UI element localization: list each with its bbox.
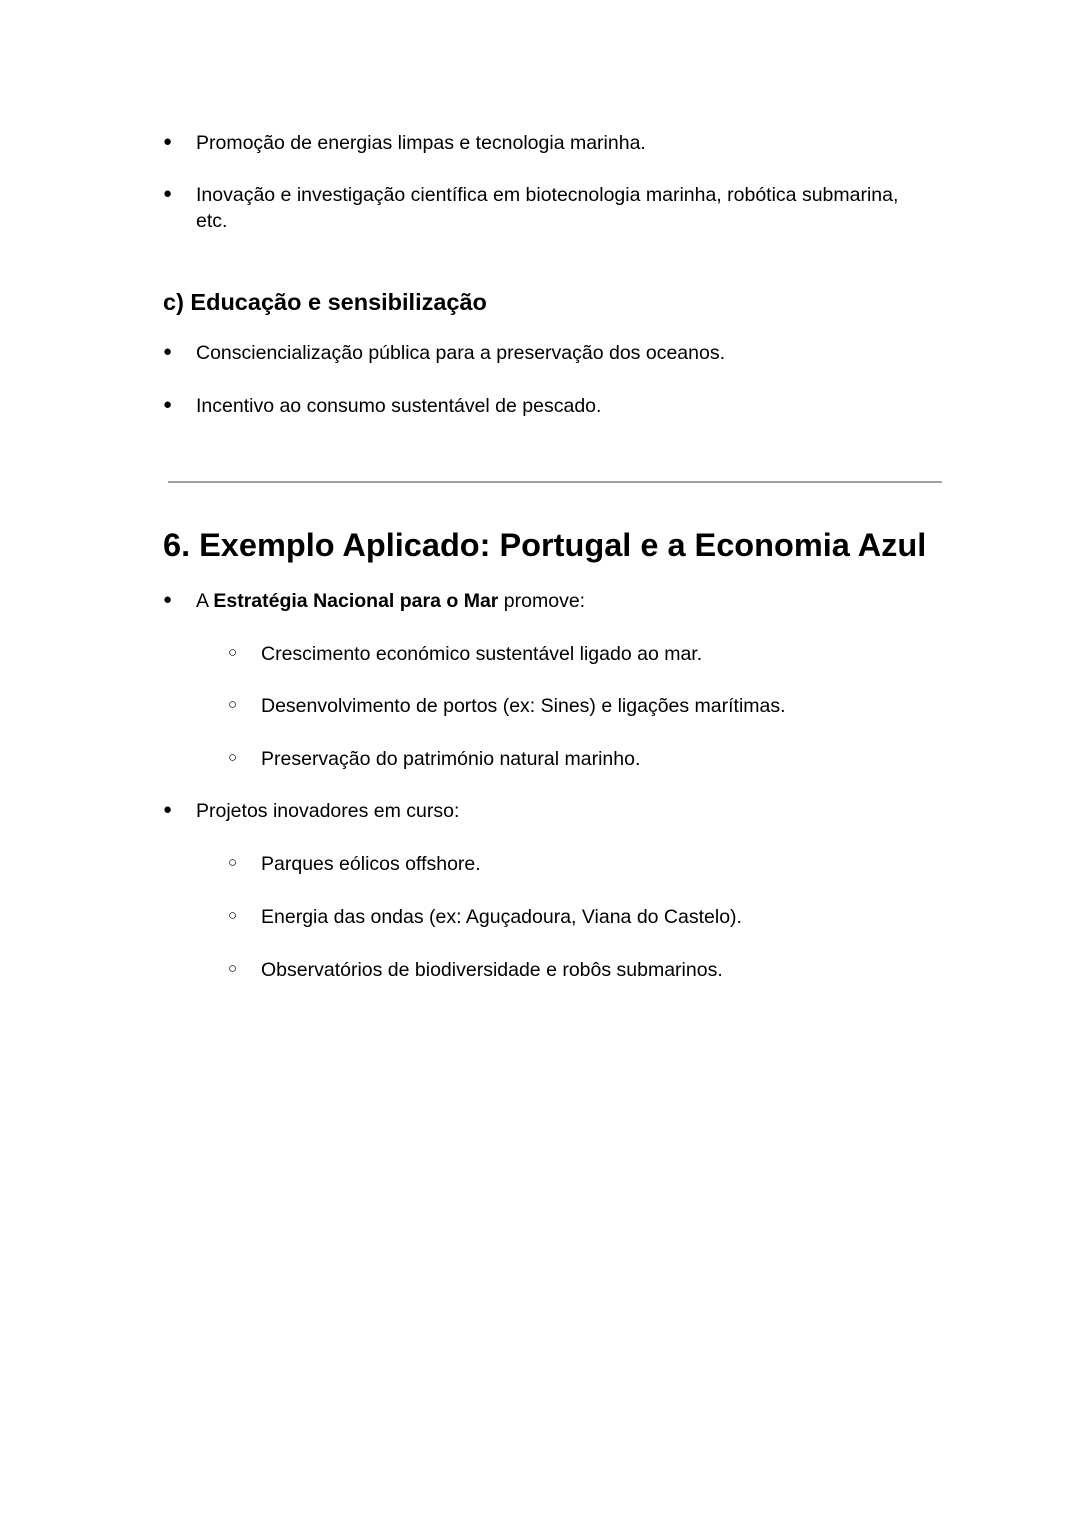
text: promove: (498, 590, 586, 612)
list-item: Projetos inovadores em curso: (196, 800, 460, 822)
bullet-icon: ● (163, 185, 173, 202)
text: A (196, 590, 214, 612)
bullet-icon: ● (163, 343, 173, 360)
sub-list-item: Preservação do património natural marinho. (261, 748, 641, 770)
sub-bullet-icon: ○ (228, 644, 238, 661)
bold-text: Estratégia Nacional para o Mar (213, 590, 499, 612)
page-heading: 6. Exemplo Aplicado: Portugal e a Economia Azul (163, 527, 927, 563)
bullet-icon: ● (163, 591, 173, 608)
sub-bullet-icon: ○ (228, 854, 238, 871)
section-heading: c) Educação e sensibilização (163, 289, 487, 315)
sub-list-item: Observatórios de biodiversidade e robôs submarinos. (261, 959, 723, 981)
sub-list-item: Desenvolvimento de portos (ex: Sines) e ligações marítimas. (261, 695, 786, 717)
list-item: Inovação e investigação científica em biotecnologia marinha, robótica submarina, (196, 184, 899, 206)
sub-bullet-icon: ○ (228, 696, 238, 713)
sub-list-item: Energia das ondas (ex: Aguçadoura, Viana do Castelo). (261, 906, 742, 928)
list-item: Promoção de energias limpas e tecnologia marinha. (196, 132, 646, 154)
sub-bullet-icon: ○ (228, 907, 238, 924)
horizontal-divider (168, 481, 942, 483)
list-item: Consciencialização pública para a preservação dos oceanos. (196, 342, 725, 364)
list-item (196, 588, 585, 614)
list-item: Incentivo ao consumo sustentável de pescado. (196, 395, 602, 417)
sub-bullet-icon: ○ (228, 749, 238, 766)
sub-list-item: Parques eólicos offshore. (261, 853, 481, 875)
bullet-icon: ● (163, 133, 173, 150)
list-item-continuation: etc. (196, 210, 228, 232)
bullet-icon: ● (163, 801, 173, 818)
sub-list-item: Crescimento económico sustentável ligado ao mar. (261, 643, 703, 665)
bullet-icon: ● (163, 396, 173, 413)
sub-bullet-icon: ○ (228, 960, 238, 977)
